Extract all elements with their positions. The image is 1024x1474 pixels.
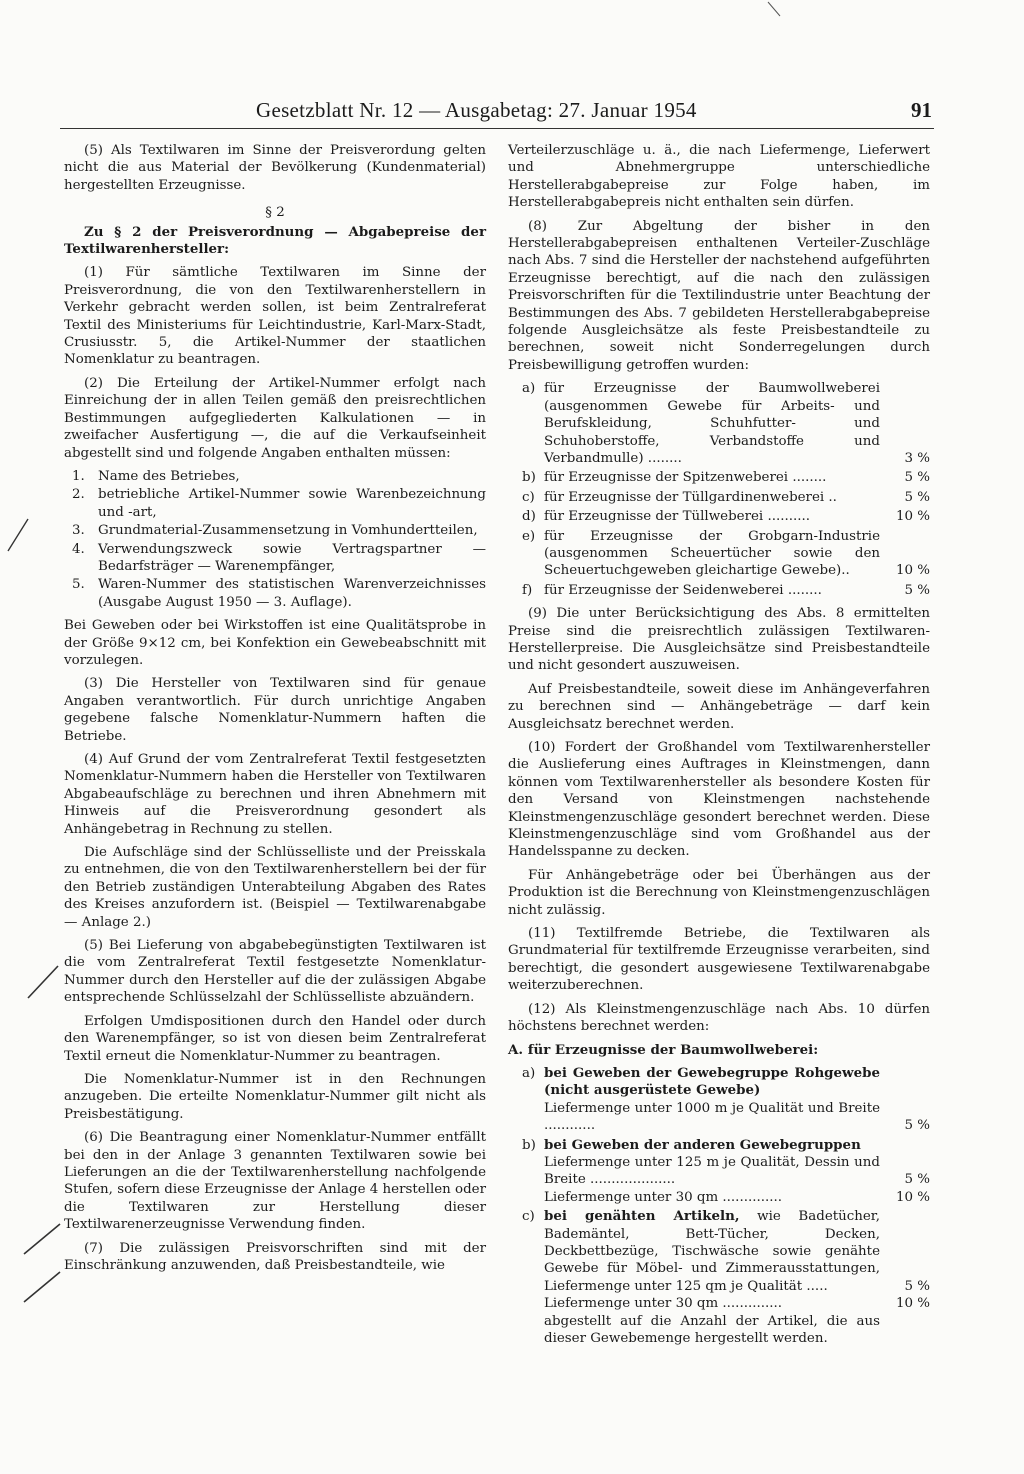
paragraph-1: (1) Für sämtliche Textilwaren im Sinne der Preisverordnung, die von den Textilwarenherstellern in Verkehr gebracht werden sollen, ist beim Zentralreferat Textil des Ministeriums für Leichtindustrie, Karl-Marx-Stadt, Crusiusstr. 5, die Artikel-Nummer der staatlichen Nomenklatur zu beantragen. — [64, 265, 486, 368]
paragraph-11: (11) Textilfremde Betriebe, die Textilwaren als Grundmaterial für textilfremde Erzeugnisse verarbeiten, sind berechtigt, die gesondert ausgewiesene Textilwarenabgabe weiterzuberechnen. — [508, 926, 930, 994]
corner-mark — [764, 0, 784, 20]
small-quantity-list — [508, 1065, 930, 1348]
required-details-list — [64, 468, 486, 611]
page-number: 91 — [911, 98, 932, 122]
list-item: 2. betriebliche Artikel-Nummer sowie Warenbezeichnung und -art, — [72, 487, 486, 520]
paragraph-12: (12) Als Kleinstmengenzuschläge nach Abs. 10 dürfen höchstens berechnet werden: — [508, 1001, 930, 1035]
page-header — [60, 98, 932, 126]
list-item: a) bei Geweben der Gewebegruppe Rohgewebe (nicht ausgerüstete Gewebe) Liefermenge unter 1000 m je Qualität und Breite ............ 5 % — [522, 1064, 930, 1134]
paragraph-4b: Die Aufschläge sind der Schlüsselliste und der Preisskala zu entnehmen, die von den Textilwarenherstellern bei der für den Betrieb zuständigen Unterabteilung Abgaben des Rates des Kreises anzufordern ist. (Beispiel — Textilwarenabgabe — Anlage 2.) — [64, 845, 486, 930]
paragraph-4: (4) Auf Grund der vom Zentralreferat Textil festgesetzten Nomenklatur-Nummern haben die Hersteller von Textilwaren Abgabeaufschläge zu berechnen und ihren Abnehmern mit Hinweis auf die Preisverordnung gesondert als Anhängebetrag in Rechnung zu stellen. — [64, 752, 486, 837]
paragraph-8: (8) Zur Abgeltung der bisher in den Herstellerabgabepreisen enthaltenen Verteiler-Zuschläge nach Abs. 7 sind die Hersteller der nachstehend aufgeführten Erzeugnisse berechtigt, auf die nach den zulässigen Preisvorschriften für die Textilindustrie unter Beachtung der Bestimmungen des Abs. 7 gebildeten Herstellerabgabepreise folgende Ausgleichsätze als feste Preisbestandteile zu berechnen, soweit nicht Sonderregelungen durch Preisbewilligung getroffen wurden: — [508, 218, 930, 373]
left-column — [64, 142, 486, 1280]
paragraph-6: (6) Die Beantragung einer Nomenklatur-Nummer entfällt bei den in der Anlage 3 genannten Textilwaren sowie bei Lieferungen an die der Textilwarenherstellung nachfolgende Stufen, sofern diese Erzeugnisse der Anlage 4 herstellen oder die Textilwaren zur Herstellung dieser Textilwarenerzeugnisse Verwendung finden. — [64, 1130, 487, 1233]
list-item: 1. Name des Betriebes, — [72, 468, 240, 484]
header-rule — [60, 128, 934, 129]
paragraph-5: (5) Bei Lieferung von abgabebegünstigten Textilwaren ist die vom Zentralreferat Textil festgesetzte Nomenklatur-Nummer durch den Hersteller auf die der zulässigen Abgabe entsprechende Schlüsselzahl der Schlüsselliste abzuändern. — [64, 938, 486, 1006]
list-item: a) für Erzeugnisse der Baumwollweberei (ausgenommen Gewebe für Arbeits- und Berufskleidung, Schuhfutter- und Schuhoberstoffe, Verbandstoffe und Verbandmulle) ........ 3 % — [522, 381, 930, 466]
paragraph-2b: Bei Geweben oder bei Wirkstoffen ist eine Qualitätsprobe in der Größe 9×12 cm, bei Konfektion ein Gewebeabschnitt mit vorzulegen. — [64, 618, 486, 668]
margin-stroke-4 — [20, 1270, 64, 1306]
cotton-weaving-heading: A. für Erzeugnisse der Baumwollweberei: — [508, 1041, 819, 1058]
list-item: e) für Erzeugnisse der Grobgarn-Industrie (ausgenommen Scheuertücher sowie den Scheuertuchgeweben gleichartige Gewebe).. 10 % — [522, 528, 930, 579]
paragraph-5-intro: (5) Als Textilwaren im Sinne der Preisverordung gelten nicht die aus Material der Bevölkerung (Kundenmaterial) hergestellten Erzeugnisse. — [64, 143, 486, 193]
paragraph-2: (2) Die Erteilung der Artikel-Nummer erfolgt nach Einreichung der in allen Teilen gemäß den preisrechtlichen Bestimmungen aufgegliederten Kalkulationen — in zweifacher Ausfertigung —, die auf die Verkaufseinheit abgestellt sind und folgende Angaben enthalten müssen: — [64, 375, 486, 461]
margin-stroke-1 — [2, 515, 32, 555]
list-item: b) für Erzeugnisse der Spitzenweberei ........ 5 % — [522, 470, 930, 486]
list-item: f) für Erzeugnisse der Seidenweberei ........ 5 % — [522, 582, 930, 598]
paragraph-10b: Für Anhängebeträge oder bei Überhängen aus der Produktion ist die Berechnung von Kleinstmengenzuschlägen nicht zulässig. — [508, 867, 930, 918]
paragraph-5b: Erfolgen Umdispositionen durch den Handel oder durch den Warenempfänger, so ist von diesen beim Zentralreferat Textil erneut die Nomenklatur-Nummer zu beantragen. — [64, 1013, 486, 1064]
gazette-title: Gesetzblatt Nr. 12 — Ausgabetag: 27. Januar 1954 — [256, 98, 697, 122]
list-item: c) für Erzeugnisse der Tüllgardinenweberei .. 5 % — [522, 489, 930, 505]
margin-stroke-2 — [22, 962, 62, 1002]
paragraph-7-continued: Verteilerzuschläge u. ä., die nach Liefermenge, Lieferwert und Abnehmergruppe unterschiedliche Herstellerabgabepreise zur Folge haben, im Herstellerabgabepreis nicht enthalten sein dürfen. — [508, 143, 930, 211]
list-item: 3. Grundmaterial-Zusammensetzung in Vomhundertteilen, — [72, 523, 478, 539]
list-item: 4. Verwendungszweck sowie Vertragspartner — Bedarfsträger — Warenempfänger, — [72, 541, 486, 574]
paragraph-5c: Die Nomenklatur-Nummer ist in den Rechnungen anzugeben. Die erteilte Nomenklatur-Nummer gilt nicht als Preisbestätigung. — [64, 1071, 486, 1122]
paragraph-9: (9) Die unter Berücksichtigung des Abs. 8 ermittelten Preise sind die preisrechtlich zulässigen Textilwaren-Herstellerpreise. Die Ausgleichsätze sind Preisbestandteile und nicht gesondert auszuweisen. — [508, 606, 930, 674]
margin-stroke-3 — [20, 1222, 64, 1258]
list-item: b) bei Geweben der anderen Gewebegruppen Liefermenge unter 125 m je Qualität, Dessin und Breite .................... 5 % Liefermenge unter 30 qm .............. 10 % — [522, 1136, 930, 1205]
section-heading: § 2 — [265, 205, 285, 221]
right-column — [508, 142, 930, 1353]
section-subheading: Zu § 2 der Preisverordnung — Abgabepreise der Textilwarenhersteller: — [64, 223, 486, 258]
list-item: 5. Waren-Nummer des statistischen Warenverzeichnisses (Ausgabe August 1950 — 3. Auflage). — [72, 577, 486, 610]
list-item: c) bei genähten Artikeln, wie Badetücher, Bademäntel, Bett-Tücher, Decken, Deckbettbezüge, Tischwäsche sowie genähte Gewebe für Möbel- und Zimmerausstattungen, Liefermenge unter 125 qm je Qualität ..... 5 % Liefermenge unter 30 qm .............. 10 % abgestellt auf die Anzahl der Artikel, die aus dieser Gewebemenge hergestellt werden. — [522, 1208, 930, 1346]
paragraph-7: (7) Die zulässigen Preisvorschriften sind mit der Einschränkung anzuwenden, daß Preisbestandteile, wie — [64, 1240, 486, 1273]
paragraph-3: (3) Die Hersteller von Textilwaren sind für genaue Angaben verantwortlich. Für durch unrichtige Angaben gegebene falsche Nomenklatur-Nummern haften die Betriebe. — [64, 676, 486, 744]
paragraph-9b: Auf Preisbestandteile, soweit diese im Anhängeverfahren zu berechnen sind — Anhängebeträge — darf kein Ausgleichsatz berechnet werden. — [508, 681, 930, 732]
paragraph-10: (10) Fordert der Großhandel vom Textilwarenhersteller die Auslieferung eines Auftrages in Kleinstmengen, dann können vom Textilwarenhersteller als besondere Kosten für den Versand von Kleinstmengen nachstehende Kleinstmengenzuschläge gesondert berechnet werden. Diese Kleinstmengenzuschläge sind vom Großhandel aus der Handelsspanne zu decken. — [508, 740, 930, 860]
list-item: d) für Erzeugnisse der Tüllweberei .......... 10 % — [522, 509, 930, 525]
surcharge-list — [508, 380, 930, 599]
